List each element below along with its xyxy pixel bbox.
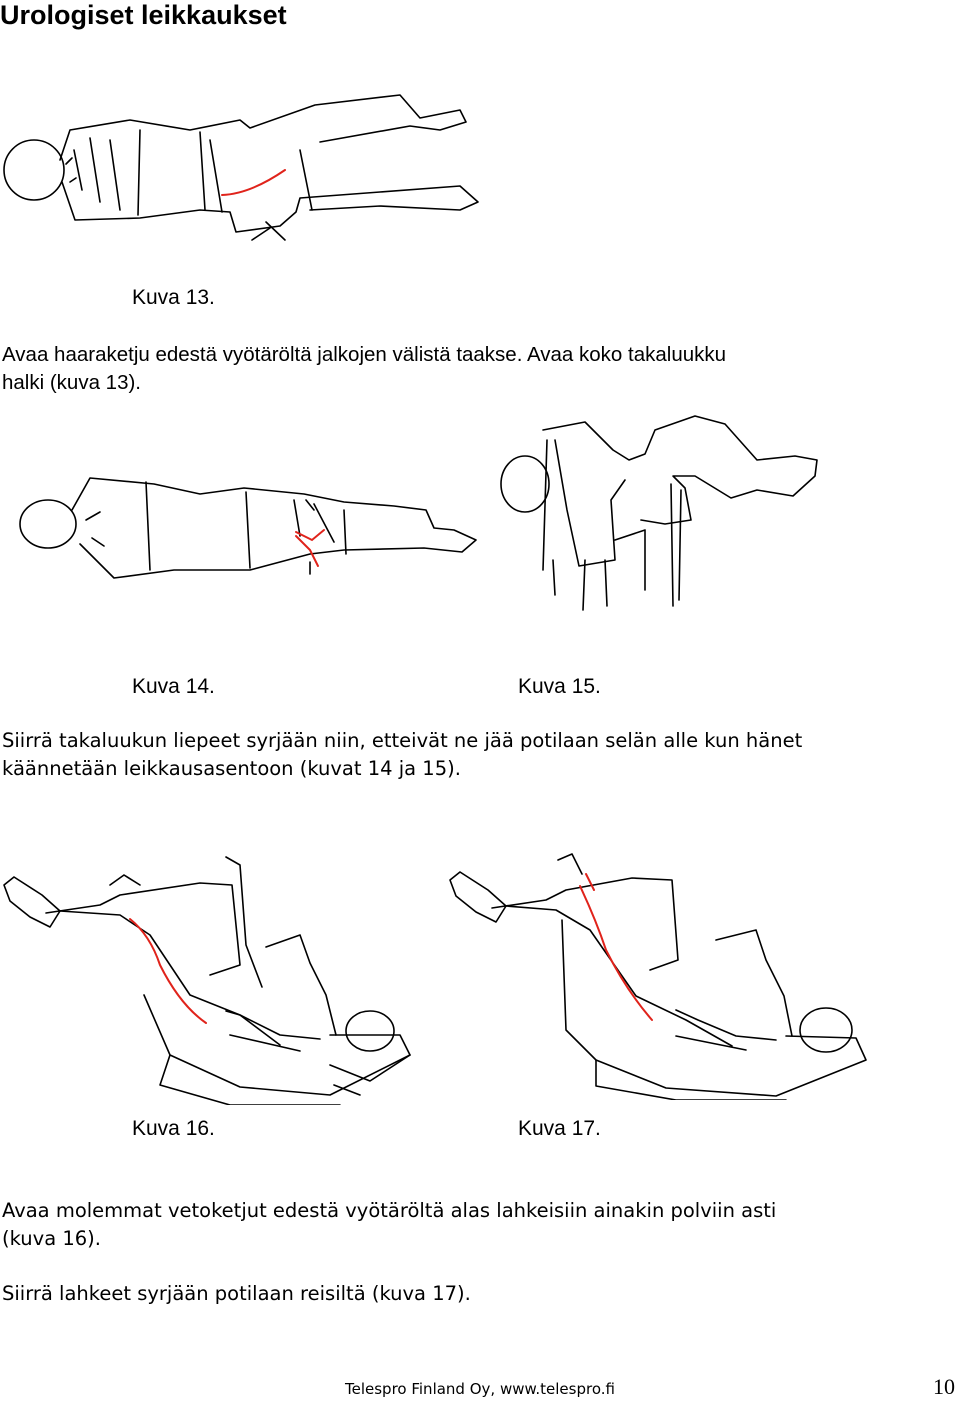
figure-13-caption: Kuva 13. — [132, 286, 215, 309]
page-number: 10 — [933, 1374, 955, 1399]
figure-14-caption: Kuva 14. — [132, 675, 215, 698]
paragraph-2-line-1: Siirrä takaluukun liepeet syrjään niin, etteivät ne jää potilaan selän alle kun hänet — [2, 729, 803, 752]
paragraph-3-line-1: Avaa molemmat vetoketjut edestä vyötäröltä alas lahkeisiin ainakin polviin asti — [2, 1199, 777, 1222]
figure-15-caption: Kuva 15. — [518, 675, 601, 698]
figure-14-illustration — [14, 470, 484, 582]
figure-13-illustration — [0, 90, 485, 250]
paragraph-4-line-1: Siirrä lahkeet syrjään potilaan reisiltä (kuva 17). — [2, 1282, 471, 1305]
paragraph-1-line-2: halki (kuva 13). — [2, 371, 142, 394]
footer-company: Telespro Finland Oy, www.telespro.fi — [345, 1380, 615, 1398]
figure-17-caption: Kuva 17. — [518, 1117, 601, 1140]
figure-17-illustration — [446, 850, 871, 1100]
page-title: Urologiset leikkaukset — [0, 0, 287, 30]
paragraph-1-line-1: Avaa haaraketju edestä vyötäröltä jalkojen välistä taakse. Avaa koko takaluukku — [2, 343, 727, 366]
paragraph-3-line-2: (kuva 16). — [2, 1227, 101, 1250]
paragraph-2-line-2: käännetään leikkausasentoon (kuvat 14 ja 15). — [2, 757, 461, 780]
figure-15-illustration — [495, 410, 830, 615]
figure-16-illustration — [0, 855, 415, 1105]
figure-16-caption: Kuva 16. — [132, 1117, 215, 1140]
